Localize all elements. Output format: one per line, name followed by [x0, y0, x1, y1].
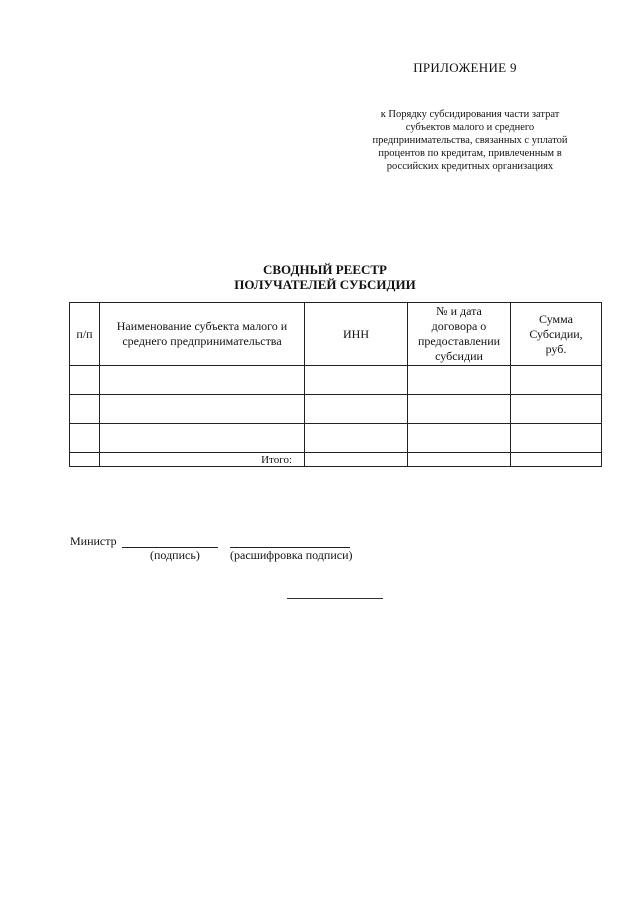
appendix-note	[340, 108, 600, 173]
header-inn: ИНН	[305, 303, 408, 366]
header-name: Наименование субъекта малого и среднего предпринимательства	[100, 303, 305, 366]
table-row	[70, 424, 602, 453]
document-title	[170, 262, 480, 292]
cell-name	[100, 424, 305, 453]
appendix-note-line: субъектов малого и среднего	[405, 122, 535, 133]
header-number: п/п	[70, 303, 100, 366]
cell-name	[100, 366, 305, 395]
table-row	[70, 395, 602, 424]
appendix-note-line: российских кредитных организациях	[386, 161, 554, 172]
cell-inn	[305, 366, 408, 395]
cell-number	[70, 424, 100, 453]
total-label: Итого:	[100, 453, 305, 467]
cell-amount	[511, 424, 602, 453]
cell-contract	[408, 424, 511, 453]
cell-amount	[511, 395, 602, 424]
header-amount: Сумма Субсидии, руб.	[511, 303, 602, 366]
appendix-note-line: процентов по кредитам, привлеченным в	[378, 148, 562, 159]
total-cell-number	[70, 453, 100, 467]
document-title-line1: СВОДНЫЙ РЕЕСТР	[263, 262, 387, 277]
signature-caption: (подпись)	[150, 548, 200, 562]
cell-inn	[305, 395, 408, 424]
table-row	[70, 366, 602, 395]
cell-name	[100, 395, 305, 424]
signature-decoding-caption: (расшифровка подписи)	[230, 548, 353, 562]
total-cell-inn	[305, 453, 408, 467]
registry-table	[69, 302, 602, 467]
document-end-line	[287, 598, 383, 599]
table-body	[70, 366, 602, 467]
cell-number	[70, 366, 100, 395]
cell-inn	[305, 424, 408, 453]
appendix-title: ПРИЛОЖЕНИЕ 9	[413, 60, 517, 75]
cell-contract	[408, 395, 511, 424]
header-contract: № и дата договора о предоставлении субсидии	[408, 303, 511, 366]
appendix-note-line: к Порядку субсидирования части затрат	[380, 109, 560, 120]
cell-amount	[511, 366, 602, 395]
cell-number	[70, 395, 100, 424]
cell-contract	[408, 366, 511, 395]
table-header-row	[70, 303, 602, 366]
appendix-note-line: предпринимательства, связанных с уплатой	[372, 135, 568, 146]
total-row	[70, 453, 602, 467]
signature-role: Министр	[70, 534, 117, 548]
total-cell-amount	[511, 453, 602, 467]
document-title-line2: ПОЛУЧАТЕЛЕЙ СУБСИДИИ	[234, 277, 416, 292]
total-cell-contract	[408, 453, 511, 467]
